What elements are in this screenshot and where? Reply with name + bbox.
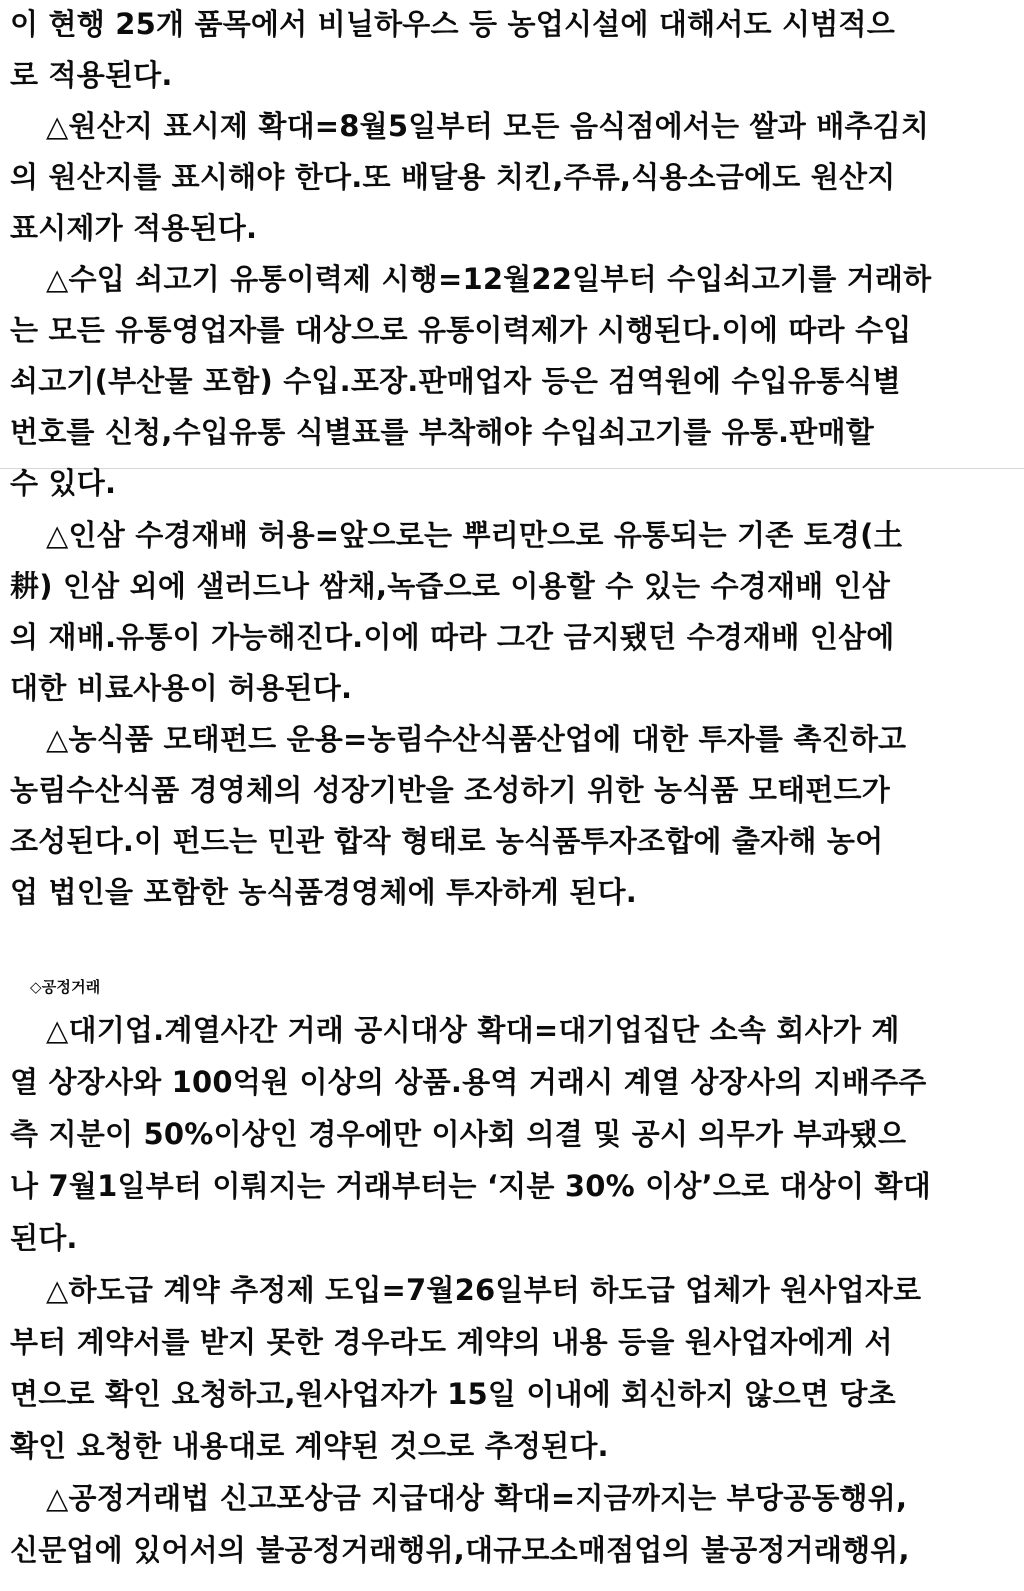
article-line: 확인 요청한 내용대로 계약된 것으로 추정된다.	[10, 1429, 609, 1463]
article-line: △인삼 수경재배 허용=앞으로는 뿌리만으로 유통되는 기존 토경(土	[46, 518, 903, 552]
article-line: 는 모든 유통영업자를 대상으로 유통이력제가 시행된다.이에 따라 수입	[10, 313, 912, 347]
article-line: 耕) 인삼 외에 샐러드나 쌈채,녹즙으로 이용할 수 있는 수경재배 인삼	[10, 569, 891, 603]
article-line: △농식품 모태펀드 운용=농림수산식품산업에 대한 투자를 촉진하고	[46, 722, 907, 756]
article-line: △대기업.계열사간 거래 공시대상 확대=대기업집단 소속 회사가 계	[46, 1013, 900, 1047]
article-line: 쇠고기(부산물 포함) 수입.포장.판매업자 등은 검역원에 수입유통식별	[10, 364, 901, 398]
article-line: 번호를 신청,수입유통 식별표를 부착해야 수입쇠고기를 유통.판매할	[10, 415, 874, 449]
article-line: 나 7월1일부터 이뤄지는 거래부터는 ‘지분 30% 이상’으로 대상이 확대	[10, 1169, 931, 1203]
article-line: 농림수산식품 경영체의 성장기반을 조성하기 위한 농식품 모태펀드가	[10, 773, 890, 807]
article-line: 측 지분이 50%이상인 경우에만 이사회 의결 및 공시 의무가 부과됐으	[10, 1117, 907, 1151]
article-line: 신문업에 있어서의 불공정거래행위,대규모소매점업의 불공정거래행위,	[10, 1533, 910, 1567]
article-line: 조성된다.이 펀드는 민관 합작 형태로 농식품투자조합에 출자해 농어	[10, 824, 884, 858]
article-line: 의 원산지를 표시해야 한다.또 배달용 치킨,주류,식용소금에도 원산지	[10, 160, 896, 194]
article-line: △공정거래법 신고포상금 지급대상 확대=지금까지는 부당공동행위,	[46, 1481, 908, 1515]
article-line: 의 재배.유통이 가능해진다.이에 따라 그간 금지됐던 수경재배 인삼에	[10, 620, 895, 654]
page-crease-divider	[0, 468, 1024, 469]
article-line: 업 법인을 포함한 농식품경영체에 투자하게 된다.	[10, 875, 637, 909]
article-line: 된다.	[10, 1221, 78, 1255]
article-line: 부터 계약서를 받지 못한 경우라도 계약의 내용 등을 원사업자에게 서	[10, 1325, 893, 1359]
article-line: △원산지 표시제 확대=8월5일부터 모든 음식점에서는 쌀과 배추김치	[46, 109, 930, 143]
article-line: 로 적용된다.	[10, 58, 173, 92]
article-line: △수입 쇠고기 유통이력제 시행=12월22일부터 수입쇠고기를 거래하	[46, 262, 932, 296]
section-heading: ◇공정거래	[30, 978, 101, 996]
article-line: 표시제가 적용된다.	[10, 211, 258, 245]
article-line: △하도급 계약 추정제 도입=7월26일부터 하도급 업체가 원사업자로	[46, 1273, 922, 1307]
article-line: 대한 비료사용이 허용된다.	[10, 671, 353, 705]
article-line: 이 현행 25개 품목에서 비닐하우스 등 농업시설에 대해서도 시범적으	[10, 7, 895, 41]
article-line: 수 있다.	[10, 466, 117, 500]
article-line: 열 상장사와 100억원 이상의 상품.용역 거래시 계열 상장사의 지배주주	[10, 1065, 927, 1099]
article-line: 면으로 확인 요청하고,원사업자가 15일 이내에 회신하지 않으면 당초	[10, 1377, 896, 1411]
